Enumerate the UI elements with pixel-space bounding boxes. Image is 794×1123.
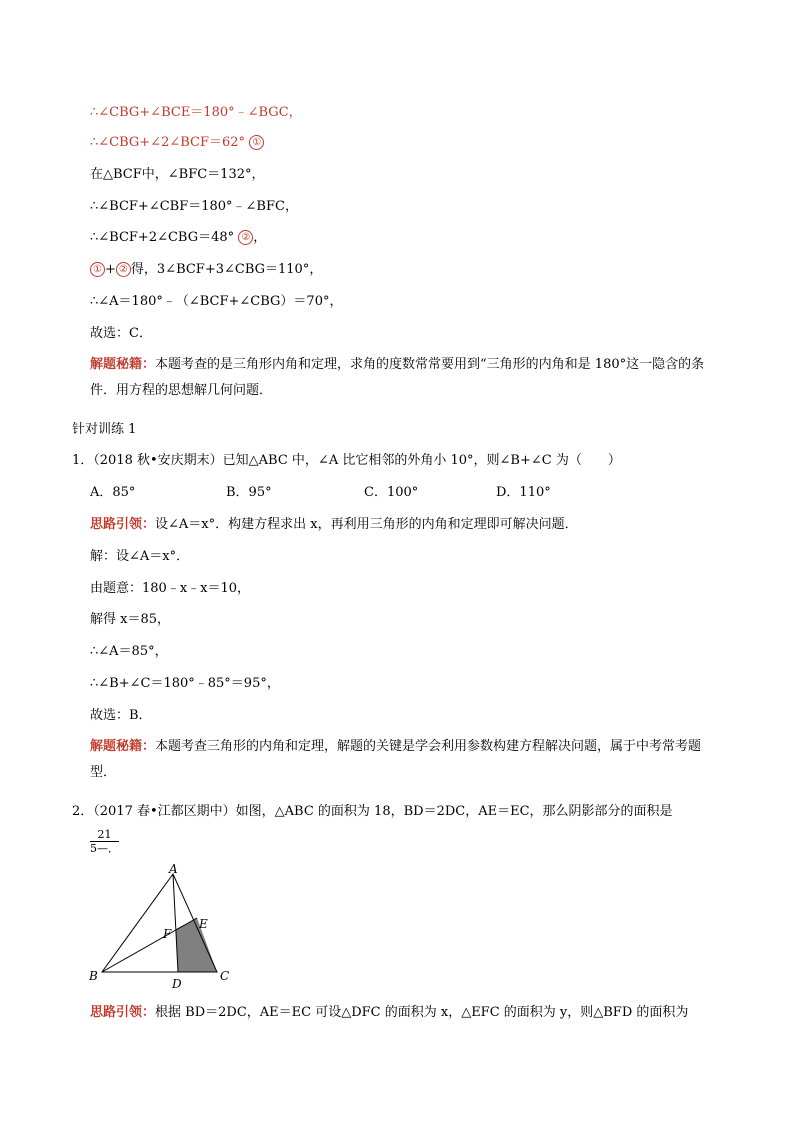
label-e: E	[199, 917, 208, 931]
q1-solution-5: ∴∠B+∠C＝180°﹣85°＝95°，	[90, 676, 280, 691]
q1-secret-note: 解题秘籍：本题考查三角形的内角和定理，解题的关键是学会利用参数构建方程解决问题，属于中考常考题型．	[90, 739, 702, 780]
answer-tail: —．	[97, 842, 119, 855]
answer-numerator: 21	[90, 828, 119, 842]
q1-hint: 思路引领：设∠A＝x°．构建方程求出 x，再利用三角形的内角和定理即可解决问题．	[90, 517, 578, 532]
label-d: D	[172, 977, 182, 991]
q1-solution-6: 故选：B．	[90, 708, 152, 723]
section-title: 针对训练 1	[72, 422, 137, 437]
solution-line-4: ∴∠BCF+∠CBF＝180°﹣∠BFC，	[90, 199, 298, 214]
solution-line-6: ① + ② 得，3∠BCF+3∠CBG＝110°，	[90, 261, 322, 279]
q2-hint: 思路引领：根据 BD＝2DC，AE＝EC 可设△DFC 的面积为 x，△EFC 的面积为 y，则△BFD 的面积为	[90, 1005, 689, 1020]
solution-line-5: ∴∠BCF+2∠CBG＝48° ② ，	[90, 230, 267, 245]
segment-ad	[173, 874, 178, 972]
solution-line-3: 在△BCF中，∠BFC＝132°，	[90, 167, 265, 182]
q1-option-b: B．95°	[226, 485, 272, 500]
answer-denominator: 5	[90, 842, 97, 855]
triangle-figure	[80, 862, 250, 992]
question-1-stem: 1．（2018 秋•安庆期末）已知△ABC 中，∠A 比它相邻的外角小 10°，则∠B+∠C 为（ ）	[72, 453, 621, 468]
q1-option-c: C．100°	[364, 485, 419, 500]
circled-one: ①	[249, 135, 264, 150]
q1-option-a: A．85°	[90, 485, 136, 500]
label-b: B	[89, 969, 98, 983]
q1-option-d: D．110°	[496, 485, 551, 500]
q1-solution-3: 解得 x＝85，	[90, 612, 171, 627]
solution-line-2: ∴∠CBG+∠2∠BCF＝62° ①	[90, 134, 264, 152]
q1-solution-2: 由题意：180﹣x﹣x＝10，	[90, 581, 251, 596]
solution-line-7: ∴∠A＝180°﹣（∠BCF+∠CBG）＝70°，	[90, 294, 343, 309]
circled-two: ②	[238, 230, 253, 245]
label-a: A	[169, 862, 178, 876]
solution-line-1: ∴∠CBG+∠BCE＝180°﹣∠BGC，	[90, 105, 302, 120]
q2-answer	[90, 828, 119, 855]
label-f: F	[163, 927, 172, 941]
q1-solution-1: 解：设∠A＝x°．	[90, 549, 190, 564]
q1-solution-4: ∴∠A＝85°，	[90, 644, 168, 659]
solution-line-8: 故选：C．	[90, 326, 152, 341]
label-c: C	[220, 969, 230, 983]
secret-note-1: 解题秘籍：本题考查的是三角形内角和定理，求角的度数常常要用到“三角形的内角和是 180°这一隐含的条件．用方程的思想解几何问题．	[90, 357, 705, 398]
question-2-stem: 2．（2017 春•江都区期中）如图，△ABC 的面积为 18，BD＝2DC，AE＝EC，那么阴影部分的面积是	[72, 804, 673, 819]
